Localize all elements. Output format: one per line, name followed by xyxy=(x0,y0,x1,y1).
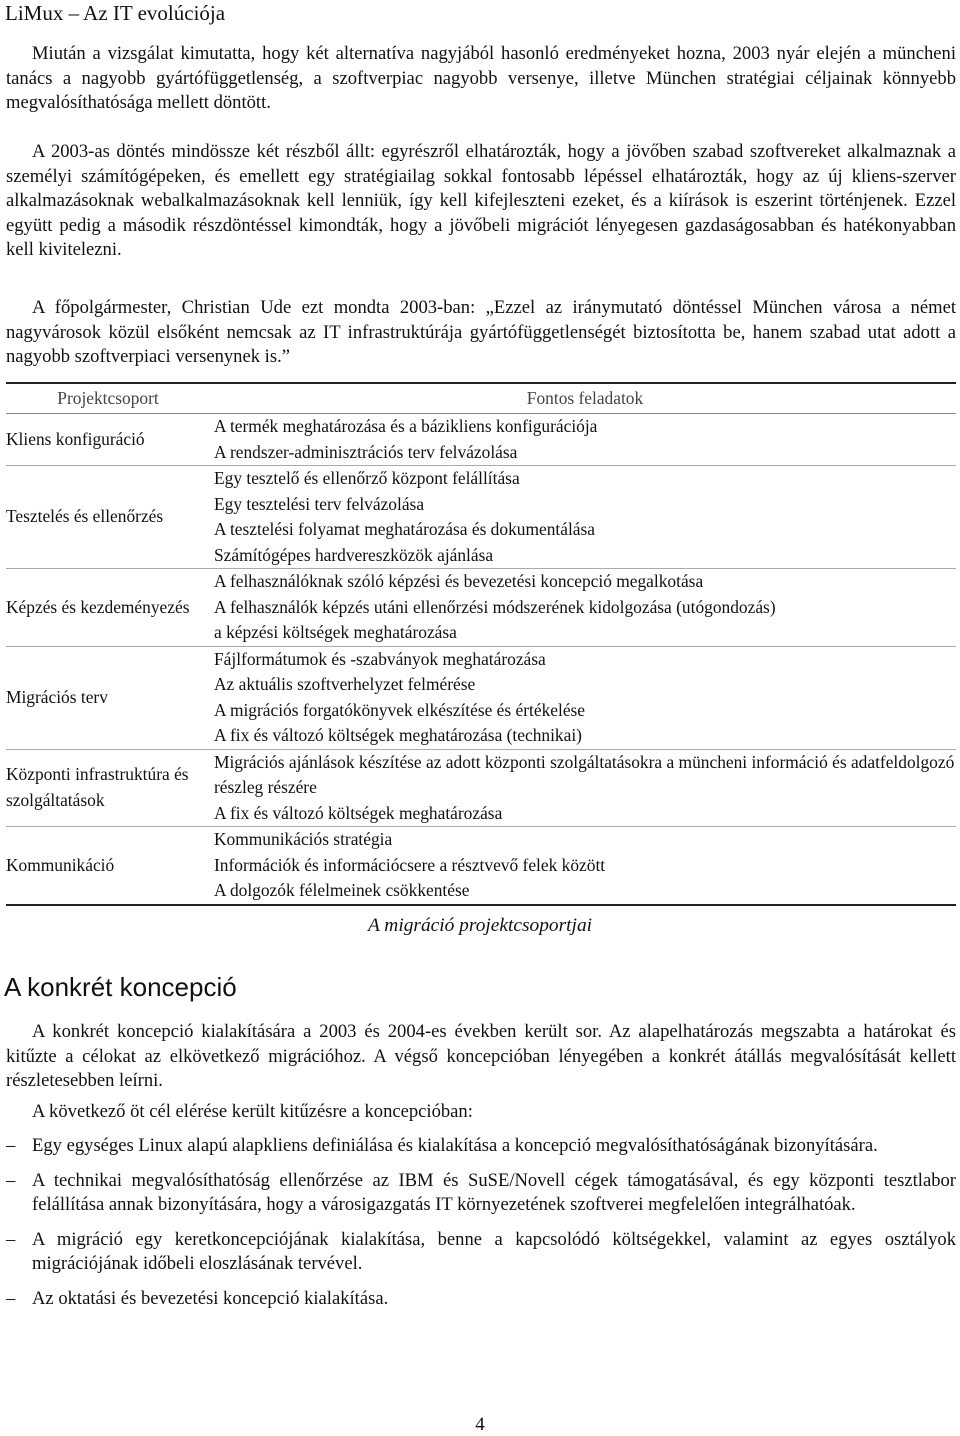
running-header: LiMux – Az IT evolúciója xyxy=(5,1,226,25)
group-cell: Kliens konfiguráció xyxy=(6,428,145,449)
goals-list xyxy=(6,1134,956,1322)
table-row xyxy=(6,749,956,827)
list-item-text: Egy egységes Linux alapú alapkliens definiálása és kialakítása a koncepció megvalósíthatóságának bizonyítására. xyxy=(32,1135,878,1156)
list-item xyxy=(6,1287,956,1312)
task-item: Egy tesztelési terv felvázolása xyxy=(214,493,425,514)
header-fontos-feladatok: Fontos feladatok xyxy=(214,383,956,414)
task-item: Egy tesztelő és ellenőrző központ felállítása xyxy=(214,468,520,488)
group-cell: Tesztelés és ellenőrzés xyxy=(6,466,214,569)
intro-paragraph-2: A 2003-as döntés mindössze két részből állt: egyrészről elhatározták, hogy a jövőben szabad szoftvereket alkalmaznak a személyi számítógépeken, és emellett egy stratégiailag sokkal fontosabb lépéssel elhatározták, hogy az új kliens-szerver alkalmazásoknak webalkalmazásoknak kell lenniük, így kell kifejleszteni ezeket, és a kiírások is eszerint történjenek. Ezzel együtt pedig a második részdöntéssel kimondták, hogy a jövőbeli migrációt lényegesen gazdaságosabban és hatékonyabban kell kivitelezni. xyxy=(6,141,956,261)
task-item: A dolgozók félelmeinek csökkentése xyxy=(214,880,470,900)
task-item: A tesztelési folyamat meghatározása és dokumentálása xyxy=(214,519,595,539)
task-item: Információk és információcsere a résztvevő felek között xyxy=(214,854,606,875)
tasks-cell xyxy=(214,749,956,827)
task-item: Migrációs ajánlások készítése az adott központi szolgáltatásokra a müncheni információ és adatfeldolgozó részleg részére xyxy=(214,751,955,797)
group-cell: Kommunikáció xyxy=(6,827,214,905)
dash-marker: – xyxy=(6,1135,16,1156)
task-item: Az aktuális szoftverhelyzet felmérése xyxy=(214,674,476,694)
list-item-text: Az oktatási és bevezetési koncepció kialakítása. xyxy=(32,1287,389,1309)
task-item: a képzési költségek meghatározása xyxy=(214,622,457,642)
tasks-cell xyxy=(214,466,956,569)
list-item-text: A technikai megvalósíthatóság ellenőrzése az IBM és SuSE/Novell cégek támogatásával, és egy központi tesztlabor felállítása annak bizonyítására, hogy a városigazgatás IT környezetének szoftverei megfelelően integrálhatóak. xyxy=(32,1169,956,1216)
page-number: 4 xyxy=(475,1414,485,1435)
list-item-text: A migráció egy keretkoncepciójának kialakítása, benne a kapcsolódó költségekkel, valamint az egyes osztályok migrációjának időbeli eloszlásának tervével. xyxy=(32,1228,956,1275)
task-item: Számítógépes hardvereszközök ajánlása xyxy=(214,544,494,565)
table-header-row xyxy=(6,383,956,414)
task-item: A fix és változó költségek meghatározása (technikai) xyxy=(214,725,582,745)
list-item xyxy=(6,1228,956,1277)
group-cell: Képzés és kezdeményezés xyxy=(6,569,214,647)
group-cell: Központi infrastruktúra és szolgáltatások xyxy=(6,749,214,827)
table-row xyxy=(6,646,956,749)
dash-marker: – xyxy=(6,1228,16,1250)
tasks-cell xyxy=(214,569,956,647)
task-item: Fájlformátumok és -szabványok meghatározása xyxy=(214,648,546,669)
task-item: A rendszer-adminisztrációs terv felvázolása xyxy=(214,441,518,462)
task-item: A felhasználóknak szóló képzési és bevezetési koncepció megalkotása xyxy=(214,571,704,591)
tasks-cell xyxy=(214,646,956,749)
task-item: A termék meghatározása és a bázikliens konfigurációja xyxy=(214,416,598,436)
intro-paragraph-3: A főpolgármester, Christian Ude ezt mondta 2003-ban: „Ezzel az iránymutató döntéssel München városa a német nagyvárosok közül elsőként nemcsak az IT infrastruktúrája gyártófüggetlenségét biztosította be, hanem szabad utat adott a nagyobb szoftverpiaci versenynek is.” xyxy=(6,297,956,368)
table-caption: A migráció projektcsoportjai xyxy=(367,915,593,936)
task-item: A migrációs forgatókönyvek elkészítése és értékelése xyxy=(214,699,586,720)
table-row xyxy=(6,466,956,569)
section-title: A konkrét koncepció xyxy=(4,972,237,1002)
header-projektcsoport: Projektcsoport xyxy=(6,383,214,414)
group-cell: Migrációs terv xyxy=(6,646,214,749)
section-paragraph-2: A következő öt cél elérése került kitűzésre a koncepcióban: xyxy=(32,1101,473,1122)
table-row xyxy=(6,827,956,905)
project-groups-table xyxy=(6,382,956,906)
tasks-cell xyxy=(214,414,956,466)
list-item xyxy=(6,1134,956,1159)
dash-marker: – xyxy=(6,1169,16,1191)
tasks-cell xyxy=(214,827,956,905)
list-item xyxy=(6,1169,956,1218)
table-row xyxy=(6,569,956,647)
dash-marker: – xyxy=(6,1287,16,1309)
task-item: A fix és változó költségek meghatározása xyxy=(214,802,503,823)
section-paragraph-1: A konkrét koncepció kialakítására a 2003 és 2004-es években került sor. Az alapelhatározás megszabta a határokat és kitűzte a célokat az elkövetkező migrációhoz. A végső koncepcióban lényegében a konkrét átállás megvalósítását kellett részletesebben leírni. xyxy=(6,1021,956,1092)
table-row xyxy=(6,414,956,466)
intro-paragraph-1: Miután a vizsgálat kimutatta, hogy két alternatíva nagyjából hasonló eredményeket hozna, 2003 nyár elején a müncheni tanács a nagyobb gyártófüggetlenség, a szoftverpiac nagyobb versenye, illetve München stratégiai céljainak könnyebb megvalósíthatósága mellett döntött. xyxy=(6,43,956,114)
task-item: Kommunikációs stratégia xyxy=(214,829,393,849)
task-item: A felhasználók képzés utáni ellenőrzési módszerének kidolgozása (utógondozás) xyxy=(214,596,776,617)
